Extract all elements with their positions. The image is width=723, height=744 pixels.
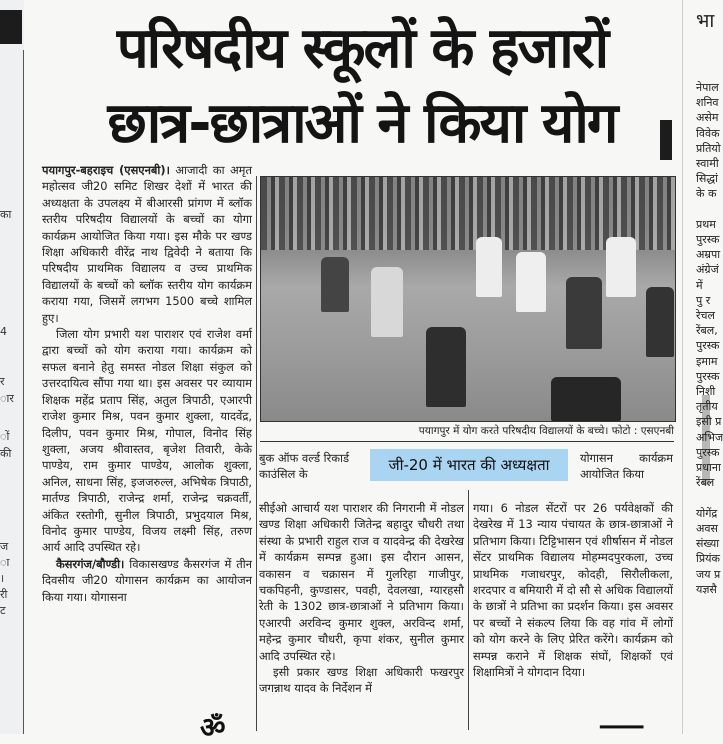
right-column-lines [696, 80, 723, 597]
headline-line-1: परिषदीय स्कूलों के हजारों [116, 16, 608, 81]
right-column-line: इमाम [696, 354, 718, 368]
right-column-line: रेंबल, [696, 324, 718, 338]
left-column-fragment: 4 [0, 325, 7, 338]
paragraph-3: विकासखण्ड कैसरगंज में तीन दिवसीय जी20 योगासन कार्यक्रम का आयोजन किया गया। योगासना [42, 556, 253, 604]
right-column-line [696, 202, 723, 217]
article-column-1 [42, 162, 252, 605]
paragraph-5: इसी प्रकार खण्ड शिक्षा अधिकारी फखरपुर जगन्नाथ यादव के निर्देशन में [259, 665, 464, 696]
right-column-line: में [696, 278, 703, 292]
right-column-line: संख्या [696, 537, 720, 551]
photo-figure [371, 267, 403, 337]
right-column-line: प्रधाना [696, 461, 721, 475]
right-column-line: पुरस्क [696, 339, 720, 353]
right-column-line: अम्रपा [696, 248, 721, 262]
right-column-line: इसी प्र [696, 415, 722, 429]
photo-figure [476, 237, 502, 297]
photo-figure [516, 252, 546, 312]
right-adjacent-column [693, 0, 723, 734]
photo-figure [426, 327, 466, 407]
right-column-line: स्वामी [696, 157, 719, 171]
right-column-line: प्रथम [696, 217, 716, 231]
left-column-fragment: का [0, 208, 12, 221]
next-headline-fragment: ॐ [200, 711, 226, 744]
paragraph-2: जिला योग प्रभारी यश पाराशर एवं राजेश वर्मा द्वारा बच्चों को योग कराया गया। कार्यक्रम को सफल बनाने हेतु समस्त नोडल शिक्षा संकुल को उत्तरदायित्व सौंपा गया था। इस अवसर पर व्यायाम शिक्षक महेंद्र प्रताप सिंह, अतुल त्रिपाठी, एआरपी राजेश कुमार मिश्र, पवन कुमार शुक्ला, यादवेंद्र, दिलीप, पवन कुमार मिश्र, गोपाल, विनोद सिंह शुक्ला, अजय श्रीवास्तव, बृजेश तिवारी, केके पाण्डेय, राम कुमार पाण्डेय, आलोक शुक्ला, अनिल, साधना सिंह, इजजरुल्ल, अभिषेक त्रिपाठी, मार्तण्ड त्रिपाठी, राजेन्द्र शर्मा, राजेन्द्र चक्रवर्ती, अंकित रस्तोगी, सुनील त्रिपाठी, प्रभुदयाल मिश्र, विनोद कुमार पाण्डेय, विजय लक्ष्मी सिंह, तरुण आर्य आदि उपस्थित रहे। [42, 327, 252, 555]
left-column-fragment: री [0, 588, 8, 601]
right-column-line: नेपाल [696, 81, 719, 94]
column-rule [468, 490, 469, 730]
right-column-line: के क [696, 187, 717, 201]
right-column-line: पुरस्क [696, 369, 720, 383]
paragraph-4: सीईओ आचार्य यश पाराशर की निगरानी में नोडल खण्ड शिक्षा अधिकारी जितेन्द्र बहादुर चौधरी तथा संस्था के प्रभारी राहुल राज व यादवेन्द्र की देखरेख में कार्यक्रम सम्पन्न हुआ। इस दौरान आसन, वकासन व चक्रासन में गुलरिहा गाजीपुर, चकपिहनी, कुण्डासर, पवही, देवलखा, ग्यारहसौ रेती के 1302 छात्र-छात्राओं ने प्रतिभाग किया। एआरपी अरविन्द कुमार शुक्ल, अरविन्द शर्मा, महेन्द्र कुमार चौधरी, कृपा शंकर, सुनील कुमार आदि उपस्थित रहे। [259, 501, 464, 663]
left-column-fragment: ों [0, 430, 10, 443]
paragraph-1: आजादी का अमृत महोत्सव जी20 समिट शिखर देशों में भारत की अध्यक्षता के उपलक्ष्य में बीआरसी प्रांगण में ब्लॉक स्तरीय परिषदीय विद्यालयों के बच्चों का योगा कार्यक्रम आयोजित किया गया। इस मौके पर खण्ड शिक्षा अधिकारी वीरेंद्र नाथ द्विवेदी ने बताया कि परिषदीय प्राथमिक विद्यालय व उच्च प्राथमिक विद्यालयों के बच्चों को ब्लॉक स्तरीय योग कार्यक्रम कराया गया, जिसमें लगभग 1500 बच्चे शामिल हुए। [42, 163, 252, 325]
column-rule [256, 176, 257, 731]
sub-dateline: कैसरगंज/बौण्डी। [56, 556, 125, 571]
left-column-fragment: ार [0, 392, 14, 405]
right-column-line: सिद्धां [696, 172, 718, 186]
left-column-fragment: ट [0, 604, 6, 617]
photo-figure [646, 287, 674, 357]
photo-figure [566, 277, 602, 349]
left-column-fragment: ज [0, 540, 9, 553]
left-column-fragment: र [0, 375, 5, 388]
column-3-top: योगासन कार्यक्रम आयोजित किया [580, 451, 673, 482]
left-black-block [0, 10, 22, 44]
right-column-line: निशी [696, 385, 716, 399]
right-column-line: अभिज [696, 430, 723, 444]
right-column-line: यज्ञसै [696, 582, 717, 596]
photo-caption: पयागपुर में योग करते परिषदीय विद्यालयों के बच्चे। फोटो : एसएनबी [260, 424, 674, 442]
article-column-3: गया। 6 नोडल सेंटरों पर 26 पर्यवेक्षकों की देखरेख में 13 न्याय पंचायत के छात्र-छात्राओं ने प्रतिभाग किया। टिट्टिभासन एवं शीर्षासन में नोडल सेंटर प्राथमिक विद्यालय मोहम्मदपुरकला, उच्च प्राथमिक गजाधरपुर, कोदही, सिरौलीकला, शरदपार व बमियारी में दो सौ से अधिक विद्यालयों के छात्रों ने प्रतिभा का प्रदर्शन किया। इस अवसर पर बच्चों ने संकल्प लिया कि वह गांव में लोगों को योग करने के लिए प्रेरित करेंगे। कार्यक्रम को सम्पन्न कराने में शिक्षक संघों, शिक्षकों एवं शिक्षामित्रों ने योगदान दिया। [473, 501, 673, 680]
right-column-line: असेम [696, 111, 719, 125]
right-column-line: अवस [696, 521, 718, 535]
column-2-top: बुक ऑफ वर्ल्ड रिकार्ड काउंसिल के [259, 451, 350, 482]
left-column-rule [23, 50, 24, 734]
right-column-line: शनिव [696, 96, 719, 110]
right-column-title: भा [696, 10, 715, 32]
article-column-2 [259, 500, 464, 697]
dateline: पयागपुर-बहराइच (एसएनबी)। [42, 163, 170, 177]
right-column-line: तृतीय [696, 400, 718, 414]
next-headline-fragment: ━━━━ [600, 717, 644, 738]
right-column-line: पुरस्क [696, 445, 720, 459]
callout-box: जी-20 में भारत की अध्यक्षता [370, 449, 568, 481]
right-column-line: पुरस्क [696, 233, 720, 247]
right-column-line: प्रियंक [696, 552, 720, 566]
left-column-fragment: ा [0, 556, 10, 569]
right-column-line: प्रतियो [696, 141, 721, 155]
photo-figure [551, 377, 621, 421]
right-column-line: अंग्रेजं [696, 263, 719, 277]
photo-figure [321, 257, 349, 312]
right-black-block [660, 120, 672, 160]
yoga-photo [260, 176, 676, 422]
photo-figure [606, 237, 636, 297]
right-column-line: रेंबल [696, 476, 715, 490]
headline-line-2: छात्र-छात्राओं ने किया योग [107, 91, 617, 156]
left-column-fragment: । [0, 572, 5, 585]
right-column-line: पु र [696, 293, 711, 307]
right-column-rule [682, 0, 683, 734]
right-column-line: रेचल [696, 309, 715, 323]
right-column-line: योगेंद्र [696, 506, 718, 520]
right-column-line: विवेक [696, 126, 720, 140]
right-column-line: जय प्र [696, 567, 721, 581]
left-column-fragment: की [0, 447, 12, 460]
left-adjacent-column [0, 0, 24, 734]
right-column-line [696, 490, 723, 505]
